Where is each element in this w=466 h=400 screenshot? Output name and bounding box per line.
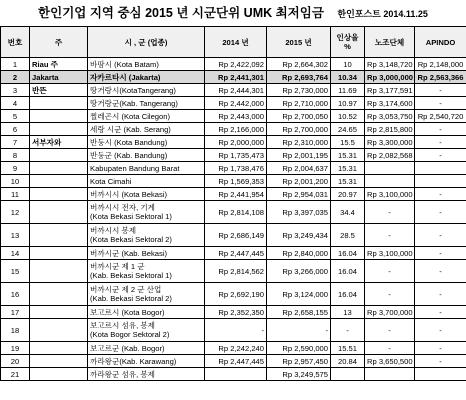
table-row: [1, 175, 466, 188]
city-line: 반둥군 (Kab. Bandung): [90, 150, 168, 160]
apindo-cell: -: [415, 260, 466, 283]
union-demand-cell: -: [365, 201, 415, 224]
table-row: [1, 247, 466, 260]
increase-percent-cell: 11.69: [331, 84, 365, 97]
table-row: [1, 260, 466, 283]
increase-percent-cell: 15.31: [331, 149, 365, 162]
city-line: (Kota Bekasi Sektoral 1): [90, 212, 172, 221]
table-row: [1, 149, 466, 162]
increase-percent-cell: 15.31: [331, 175, 365, 188]
province-cell: [30, 342, 88, 355]
city-line: 버까시시 (Kota Bekasi): [90, 189, 168, 199]
union-demand-cell: Rp 3,053,750: [365, 110, 415, 123]
row-number: 4: [1, 97, 30, 110]
row-number: 2: [1, 71, 30, 84]
province-cell: [30, 162, 88, 175]
apindo-cell: -: [415, 188, 466, 201]
apindo-cell: -: [415, 123, 466, 136]
city-cell: [88, 283, 205, 306]
row-number: 7: [1, 136, 30, 149]
increase-percent-cell: 10.52: [331, 110, 365, 123]
table-row: [1, 188, 466, 201]
union-demand-cell: Rp 3,148,720: [365, 58, 415, 71]
wage-2015-cell: Rp 3,249,434: [267, 224, 331, 247]
wage-2014-cell: Rp 2,242,240: [205, 342, 267, 355]
increase-percent-cell: 15.5: [331, 136, 365, 149]
wage-2015-cell: Rp 2,004,637: [267, 162, 331, 175]
city-cell: [88, 319, 205, 342]
table-row: [1, 84, 466, 97]
row-number: 16: [1, 283, 30, 306]
province-cell: 반뜬: [30, 84, 88, 97]
wage-2015-cell: Rp 2,840,000: [267, 247, 331, 260]
city-line: 땅거랑군(Kab. Tangerang): [90, 98, 178, 108]
increase-percent-cell: 10.34: [331, 71, 365, 84]
apindo-cell: -: [415, 342, 466, 355]
wage-2015-cell: Rp 3,266,000: [267, 260, 331, 283]
apindo-cell: -: [415, 283, 466, 306]
city-line: 보고르군 (Kab. Bogor): [90, 343, 165, 353]
city-line: 세랑 시군 (Kab. Serang): [90, 124, 171, 134]
table-row: [1, 355, 466, 368]
city-cell: [88, 58, 205, 71]
table-row: [1, 283, 466, 306]
wage-2015-cell: Rp 2,658,155: [267, 306, 331, 319]
province-cell: [30, 123, 88, 136]
wage-2015-cell: Rp 2,700,050: [267, 110, 331, 123]
union-demand-cell: -: [365, 224, 415, 247]
province-cell: [30, 368, 88, 381]
city-cell: [88, 97, 205, 110]
table-row: [1, 319, 466, 342]
province-cell: [30, 306, 88, 319]
increase-percent-cell: 10.97: [331, 97, 365, 110]
col-header-union: 노조단체: [365, 27, 415, 58]
province-cell: [30, 283, 88, 306]
city-cell: [88, 342, 205, 355]
wage-2014-cell: Rp 2,441,301: [205, 71, 267, 84]
wage-2015-cell: Rp 2,700,000: [267, 123, 331, 136]
row-number: 13: [1, 224, 30, 247]
city-cell: [88, 123, 205, 136]
city-line: 땅거랑시(KotaTangerang): [90, 85, 176, 95]
row-number: 3: [1, 84, 30, 97]
wage-2015-cell: Rp 2,730,000: [267, 84, 331, 97]
document-title: [0, 0, 466, 26]
apindo-cell: -: [415, 149, 466, 162]
city-cell: [88, 368, 205, 381]
province-cell: Jakarta: [30, 71, 88, 84]
city-line: 까라왕군(Kab. Karawang): [90, 356, 177, 366]
city-line: 찔레곤시 (Kota Cilegon): [90, 111, 170, 121]
increase-percent-cell: 34.4: [331, 201, 365, 224]
header-row: [1, 27, 466, 58]
province-cell: [30, 224, 88, 247]
wage-2014-cell: Rp 1,569,353: [205, 175, 267, 188]
apindo-cell: [415, 162, 466, 175]
city-line: 버까시시 전자, 기계: [90, 203, 156, 212]
increase-percent-cell: 13: [331, 306, 365, 319]
wage-2014-cell: Rp 1,735,473: [205, 149, 267, 162]
union-demand-cell: Rp 3,650,500: [365, 355, 415, 368]
apindo-cell: -: [415, 224, 466, 247]
col-header-2014: 2014 년: [205, 27, 267, 58]
apindo-cell: -: [415, 306, 466, 319]
city-line: 까라왕군 섬유, 봉제: [90, 369, 156, 379]
row-number: 18: [1, 319, 30, 342]
wage-2014-cell: Rp 2,686,149: [205, 224, 267, 247]
city-cell: [88, 149, 205, 162]
wage-2014-cell: [205, 368, 267, 381]
increase-percent-cell: 10: [331, 58, 365, 71]
table-row: [1, 342, 466, 355]
city-cell: [88, 247, 205, 260]
union-demand-cell: Rp 3,174,600: [365, 97, 415, 110]
apindo-cell: -: [415, 355, 466, 368]
city-line: (Kota Bogor Sektoral 2): [90, 330, 170, 339]
wage-2014-cell: Rp 2,441,954: [205, 188, 267, 201]
title-text: 한인기업 지역 중심 2015 년 시군단위 UMK 최저임금: [38, 6, 324, 20]
row-number: 15: [1, 260, 30, 283]
row-number: 11: [1, 188, 30, 201]
apindo-cell: -: [415, 247, 466, 260]
city-cell: [88, 201, 205, 224]
increase-percent-cell: 28.5: [331, 224, 365, 247]
col-header-increase: 인상율 %: [331, 27, 365, 58]
city-line: 버까시군 제 1 군: [90, 262, 145, 271]
city-line: 보고르시 섬유, 봉제: [90, 321, 156, 330]
province-cell: [30, 247, 88, 260]
wage-2014-cell: Rp 2,447,445: [205, 247, 267, 260]
city-cell: [88, 110, 205, 123]
wage-2014-cell: Rp 2,352,350: [205, 306, 267, 319]
wage-2014-cell: Rp 2,422,092: [205, 58, 267, 71]
wage-2015-cell: Rp 2,957,450: [267, 355, 331, 368]
union-demand-cell: Rp 3,100,000: [365, 188, 415, 201]
wage-2014-cell: Rp 2,692,190: [205, 283, 267, 306]
city-line: 버까시군 제 2 군 산업: [90, 285, 162, 294]
city-line: 버까시시 봉제: [90, 226, 137, 235]
increase-percent-cell: 15.51: [331, 342, 365, 355]
wage-2015-cell: Rp 3,124,000: [267, 283, 331, 306]
wage-2014-cell: Rp 2,814,562: [205, 260, 267, 283]
row-number: 1: [1, 58, 30, 71]
increase-percent-cell: [331, 368, 365, 381]
union-demand-cell: -: [365, 342, 415, 355]
apindo-cell: [415, 175, 466, 188]
row-number: 14: [1, 247, 30, 260]
apindo-cell: Rp 2,148,000: [415, 58, 466, 71]
province-cell: [30, 319, 88, 342]
wage-2014-cell: Rp 2,000,000: [205, 136, 267, 149]
city-cell: [88, 260, 205, 283]
increase-percent-cell: 16.04: [331, 260, 365, 283]
row-number: 12: [1, 201, 30, 224]
increase-percent-cell: 24.65: [331, 123, 365, 136]
union-demand-cell: Rp 2,815,800: [365, 123, 415, 136]
table-row: [1, 97, 466, 110]
row-number: 21: [1, 368, 30, 381]
wage-2015-cell: Rp 2,001,200: [267, 175, 331, 188]
increase-percent-cell: -: [331, 319, 365, 342]
province-cell: [30, 355, 88, 368]
province-cell: Riau 주: [30, 58, 88, 71]
province-cell: [30, 149, 88, 162]
wage-2014-cell: Rp 2,443,000: [205, 110, 267, 123]
city-line: (Kab. Bekasi Sektoral 1): [90, 271, 172, 280]
row-number: 8: [1, 149, 30, 162]
wage-2015-cell: Rp 2,001,195: [267, 149, 331, 162]
city-line: (Kota Bekasi Sektoral 2): [90, 235, 172, 244]
table-row: [1, 110, 466, 123]
province-cell: [30, 175, 88, 188]
union-demand-cell: Rp 2,082,568: [365, 149, 415, 162]
wage-2015-cell: Rp 3,397,035: [267, 201, 331, 224]
union-demand-cell: [365, 368, 415, 381]
apindo-cell: -: [415, 84, 466, 97]
wage-2015-cell: Rp 2,693,764: [267, 71, 331, 84]
city-line: 자카르타시 (Jakarta): [90, 72, 161, 82]
table-row: [1, 368, 466, 381]
increase-percent-cell: 15.31: [331, 162, 365, 175]
city-cell: [88, 136, 205, 149]
wage-2015-cell: Rp 2,710,000: [267, 97, 331, 110]
union-demand-cell: -: [365, 260, 415, 283]
table-row: [1, 58, 466, 71]
union-demand-cell: Rp 3,177,591: [365, 84, 415, 97]
city-cell: [88, 84, 205, 97]
row-number: 19: [1, 342, 30, 355]
col-header-2015: 2015 년: [267, 27, 331, 58]
row-number: 10: [1, 175, 30, 188]
increase-percent-cell: 20.84: [331, 355, 365, 368]
city-line: 버까시군 (Kab. Bekasi): [90, 248, 168, 258]
col-header-apindo: APINDO: [415, 27, 466, 58]
table-row: [1, 162, 466, 175]
table-row: [1, 306, 466, 319]
apindo-cell: Rp 2,563,366: [415, 71, 466, 84]
wage-2014-cell: Rp 2,447,445: [205, 355, 267, 368]
row-number: 17: [1, 306, 30, 319]
increase-percent-cell: 20.97: [331, 188, 365, 201]
city-line: Kabupaten Bandung Barat: [90, 163, 180, 173]
table-row: [1, 201, 466, 224]
wage-2014-cell: Rp 2,814,108: [205, 201, 267, 224]
wage-2014-cell: Rp 2,442,000: [205, 97, 267, 110]
province-cell: [30, 260, 88, 283]
wage-2015-cell: Rp 2,954,031: [267, 188, 331, 201]
wage-2015-cell: Rp 2,310,000: [267, 136, 331, 149]
row-number: 5: [1, 110, 30, 123]
apindo-cell: -: [415, 97, 466, 110]
wage-2014-cell: -: [205, 319, 267, 342]
wage-2015-cell: -: [267, 319, 331, 342]
province-cell: [30, 201, 88, 224]
city-line: 바땀시 (Kota Batam): [90, 59, 159, 69]
col-header-no: 번호: [1, 27, 30, 58]
union-demand-cell: Rp 3,100,000: [365, 247, 415, 260]
city-line: 반둥시 (Kota Bandung): [90, 137, 168, 147]
wage-2015-cell: Rp 2,664,302: [267, 58, 331, 71]
row-number: 6: [1, 123, 30, 136]
city-cell: [88, 175, 205, 188]
wage-2015-cell: Rp 2,590,000: [267, 342, 331, 355]
union-demand-cell: [365, 162, 415, 175]
apindo-cell: -: [415, 319, 466, 342]
province-cell: [30, 188, 88, 201]
apindo-cell: Rp 2,540,720: [415, 110, 466, 123]
union-demand-cell: -: [365, 283, 415, 306]
city-cell: [88, 355, 205, 368]
city-cell: [88, 162, 205, 175]
union-demand-cell: Rp 3,000,000: [365, 71, 415, 84]
union-demand-cell: Rp 3,300,000: [365, 136, 415, 149]
city-line: (Kab. Bekasi Sektoral 2): [90, 294, 172, 303]
wage-2014-cell: Rp 2,444,301: [205, 84, 267, 97]
table-row: [1, 71, 466, 84]
city-line: Kota Cimahi: [90, 176, 132, 186]
wage-2014-cell: Rp 1,738,476: [205, 162, 267, 175]
province-cell: [30, 110, 88, 123]
table-row: [1, 136, 466, 149]
city-cell: [88, 224, 205, 247]
city-cell: [88, 71, 205, 84]
apindo-cell: -: [415, 136, 466, 149]
row-number: 20: [1, 355, 30, 368]
union-demand-cell: -: [365, 319, 415, 342]
city-cell: [88, 306, 205, 319]
col-header-city: 시 , 군 (업종): [88, 27, 205, 58]
apindo-cell: [415, 368, 466, 381]
city-line: 보고르시 (Kota Bogor): [90, 307, 165, 317]
union-demand-cell: Rp 3,700,000: [365, 306, 415, 319]
city-cell: [88, 188, 205, 201]
col-header-province: 주: [30, 27, 88, 58]
wage-2015-cell: Rp 3,249,575: [267, 368, 331, 381]
increase-percent-cell: 16.04: [331, 283, 365, 306]
minimum-wage-table: [0, 26, 466, 381]
source-date: 한인포스트 2014.11.25: [337, 9, 428, 19]
wage-2014-cell: Rp 2,166,000: [205, 123, 267, 136]
province-cell: [30, 97, 88, 110]
table-row: [1, 123, 466, 136]
table-row: [1, 224, 466, 247]
increase-percent-cell: 16.04: [331, 247, 365, 260]
province-cell: 서부자와: [30, 136, 88, 149]
row-number: 9: [1, 162, 30, 175]
table-body: [1, 58, 466, 381]
apindo-cell: -: [415, 201, 466, 224]
union-demand-cell: [365, 175, 415, 188]
